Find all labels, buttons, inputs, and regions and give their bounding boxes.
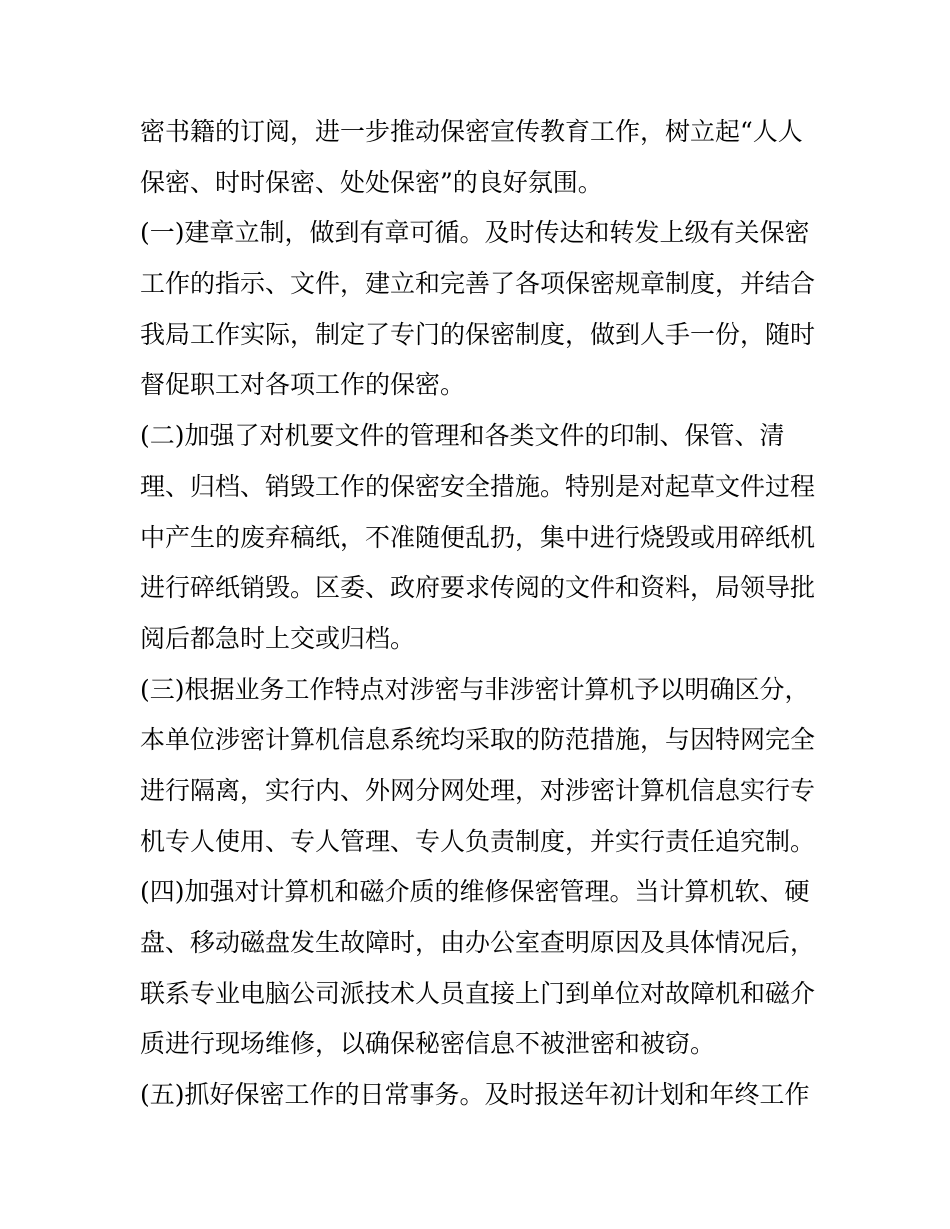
text-line: (五)抓好保密工作的日常事务。及时报送年初计划和年终工作 (140, 1080, 810, 1110)
text-line: 进行隔离，实行内、外网分网处理，对涉密计算机信息实行专 (140, 775, 816, 805)
text-line: 进行碎纸销毁。区委、政府要求传阅的文件和资料，局领导批 (140, 573, 816, 603)
text-line: 我局工作实际，制定了专门的保密制度，做到人手一份，随时 (140, 319, 816, 349)
text-line: (三)根据业务工作特点对涉密与非涉密计算机予以明确区分， (140, 674, 810, 704)
text-line: 密书籍的订阅，进一步推动保密宣传教育工作，树立起“人人 (140, 117, 803, 146)
text-line: 保密、时时保密、处处保密”的良好氛围。 (140, 167, 603, 197)
document-body (140, 107, 820, 1121)
text-line: 质进行现场维修，以确保秘密信息不被泄密和被窃。 (140, 1029, 716, 1059)
text-line: (四)加强对计算机和磁介质的维修保密管理。当计算机软、硬 (140, 877, 810, 907)
text-line: (二)加强了对机要文件的管理和各类文件的印制、保管、清 (140, 421, 785, 451)
text-line: (一)建章立制，做到有章可循。及时传达和转发上级有关保密 (140, 218, 810, 248)
text-line: 本单位涉密计算机信息系统均采取的防范措施，与因特网完全 (140, 725, 816, 755)
text-line: 工作的指示、文件，建立和完善了各项保密规章制度，并结合 (140, 269, 816, 299)
text-line: 督促职工对各项工作的保密。 (140, 370, 466, 400)
text-line: 阅后都急时上交或归档。 (140, 623, 416, 653)
text-line: 盘、移动磁盘发生故障时，由办公室查明原因及具体情况后， (140, 928, 816, 957)
text-line: 机专人使用、专人管理、专人负责制度，并实行责任追究制。 (140, 826, 816, 856)
text-line: 中产生的废弃稿纸，不准随便乱扔，集中进行烧毁或用碎纸机 (140, 522, 816, 552)
text-line: 联系专业电脑公司派技术人员直接上门到单位对故障机和磁介 (140, 978, 816, 1008)
text-line: 理、归档、销毁工作的保密安全措施。特别是对起草文件过程 (140, 471, 816, 501)
